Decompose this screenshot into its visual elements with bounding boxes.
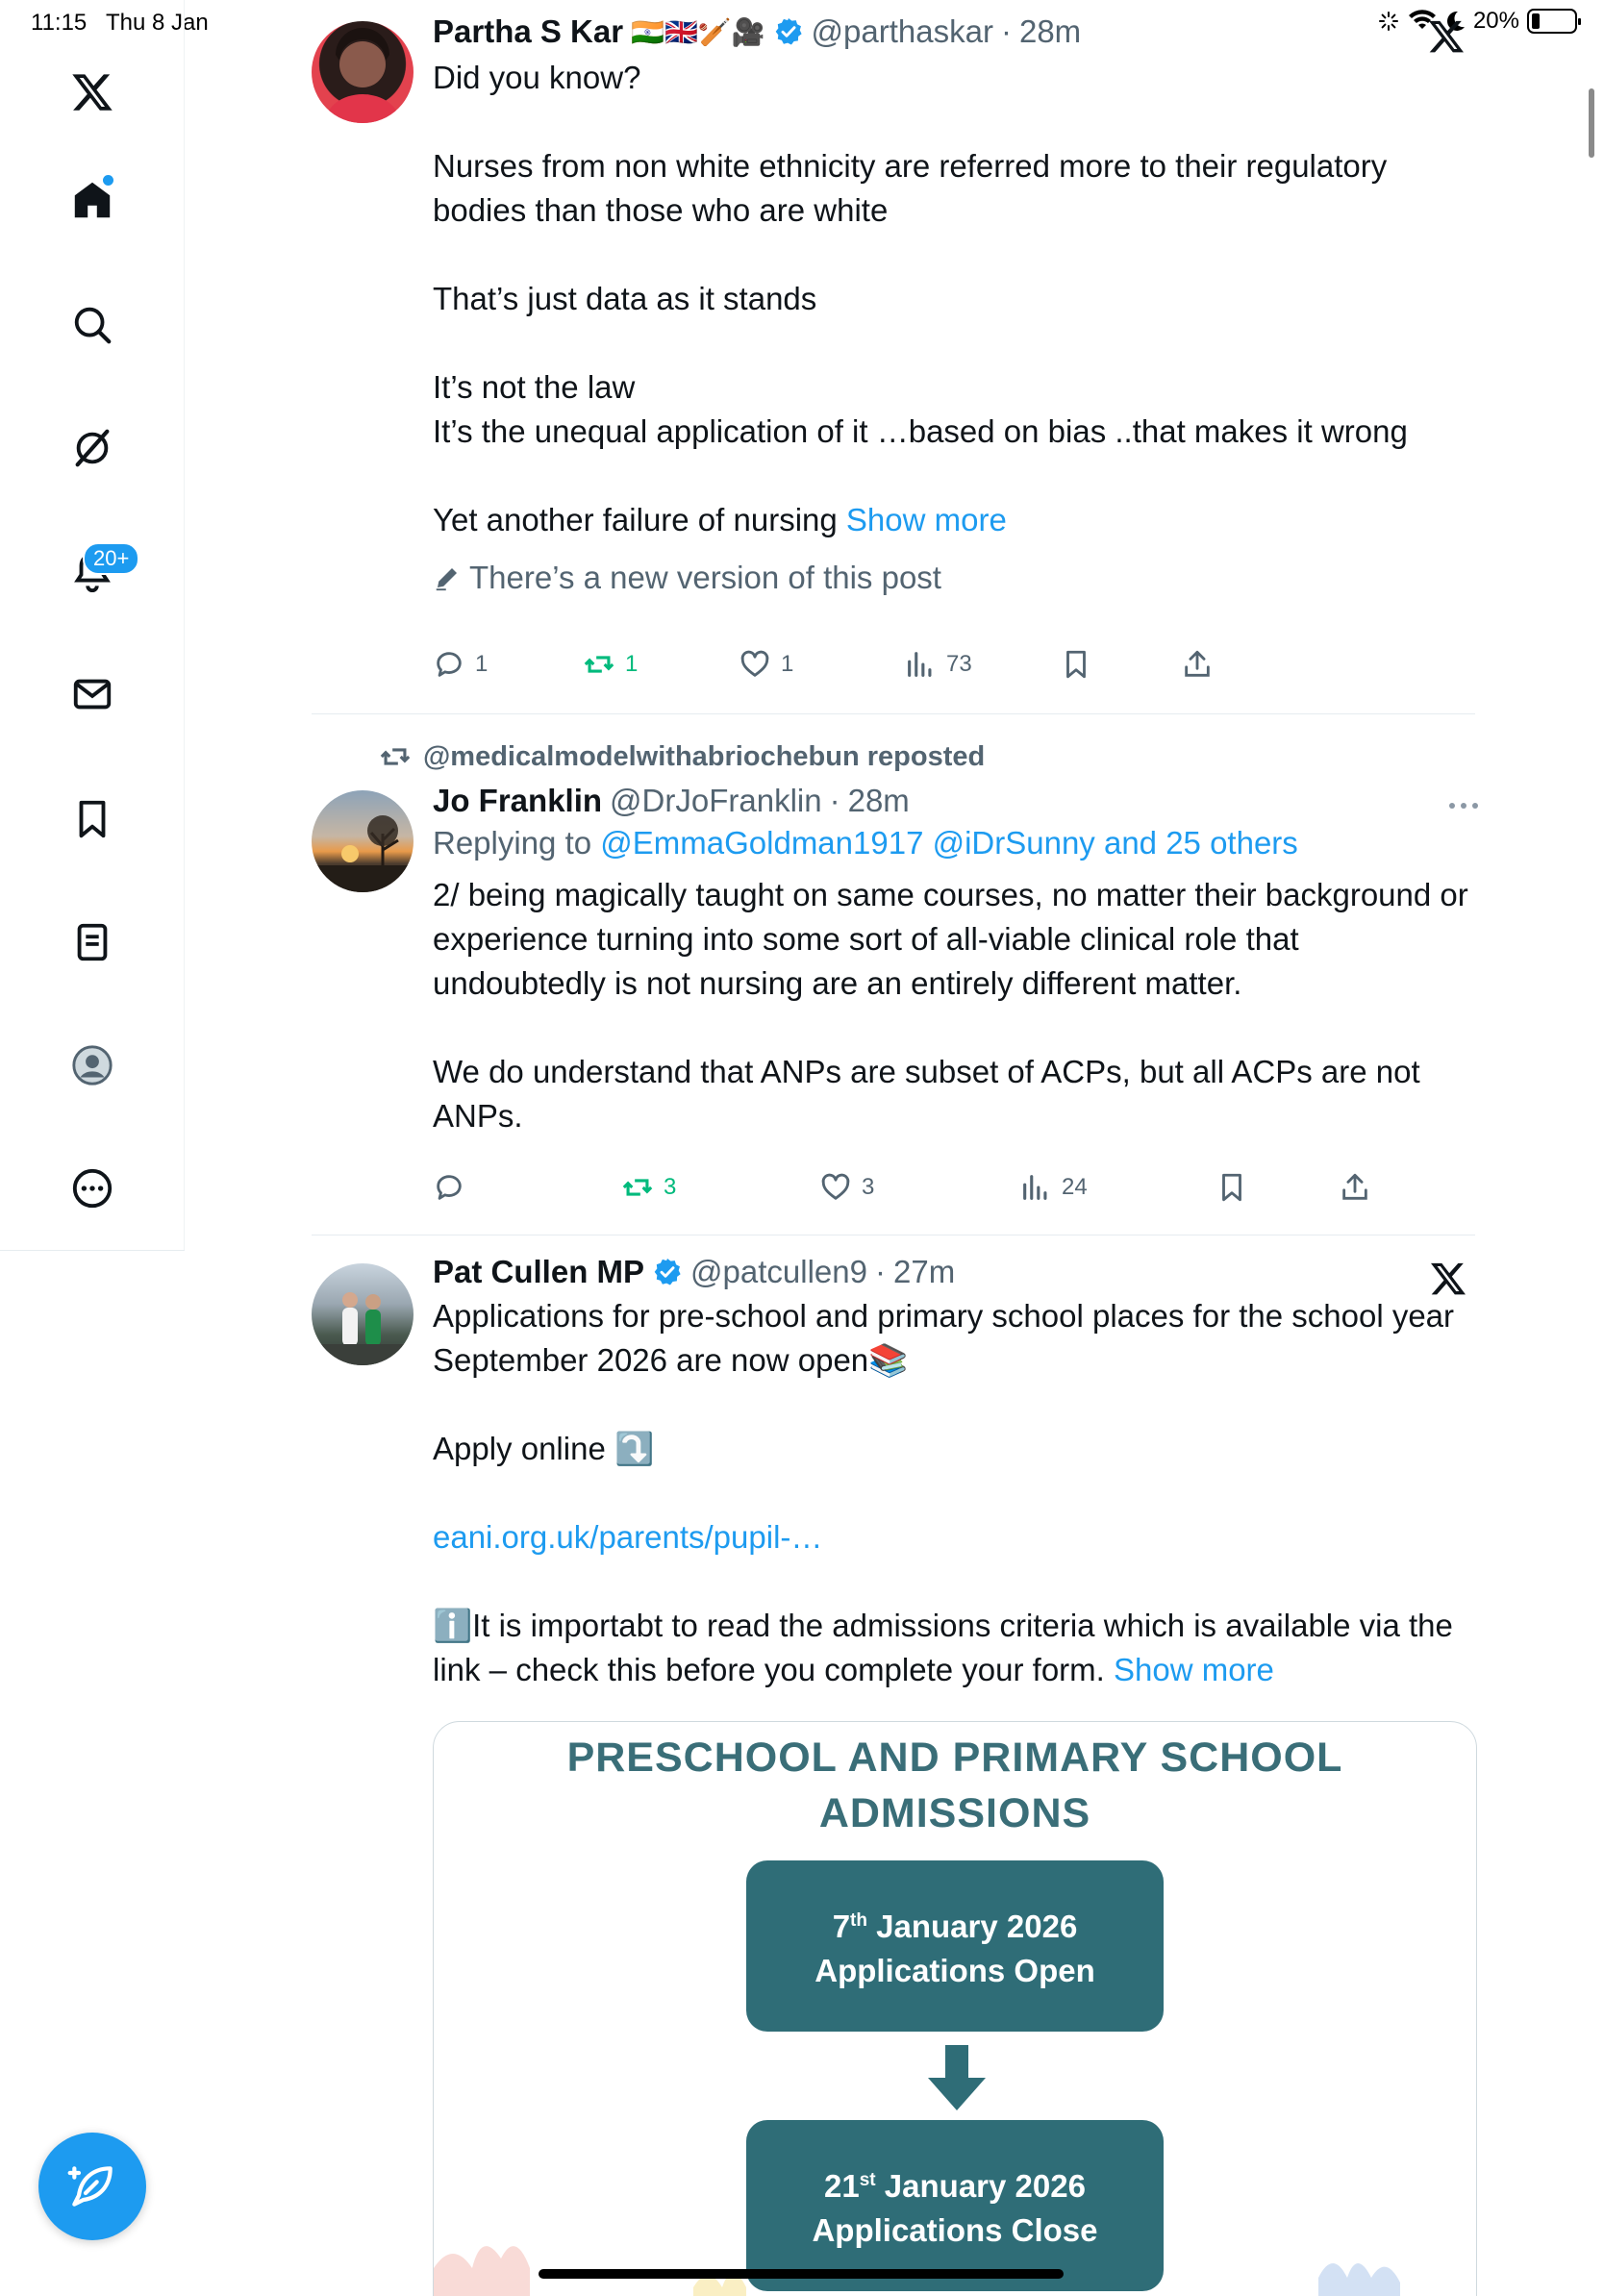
reply-button[interactable] — [433, 640, 488, 688]
reply-icon — [433, 1171, 465, 1204]
more-options-icon[interactable] — [1446, 800, 1481, 811]
media-image-card[interactable] — [433, 1721, 1477, 2296]
tweet-body-2: ℹ️It is importabt to read the admissions criteria which is available via the link – check this before you complete your form. — [433, 1608, 1453, 1687]
notifications-badge: 20+ — [83, 542, 139, 575]
home-icon[interactable] — [62, 169, 123, 231]
x-logo-icon[interactable] — [62, 62, 123, 123]
post-time[interactable]: 28m — [847, 783, 910, 818]
step1-suffix: th — [850, 1910, 867, 1931]
x-logo-icon — [1429, 1260, 1467, 1298]
repost-button[interactable] — [621, 1163, 676, 1211]
views-chart-icon — [904, 648, 937, 681]
heart-icon — [819, 1171, 852, 1204]
step2-label: Applications Close — [812, 2212, 1098, 2248]
search-icon[interactable] — [62, 294, 123, 356]
applications-open-box — [746, 1860, 1164, 2032]
more-options-icon[interactable] — [62, 1158, 123, 1219]
repost-small-icon — [379, 740, 412, 773]
lists-icon[interactable] — [62, 911, 123, 973]
repost-icon — [583, 648, 615, 681]
repost-header-text: @medicalmodelwithabriochebun reposted — [423, 740, 986, 772]
repost-button[interactable] — [583, 640, 638, 688]
timeline-feed — [185, 0, 1569, 2296]
step2-month-year: January 2026 — [875, 2168, 1086, 2204]
status-date: Thu 8 Jan — [106, 10, 209, 36]
tweet-body-1: Applications for pre-school and primary school places for the school year September 2026 are now open📚 Apply online ⤵️ — [433, 1298, 1455, 1466]
repost-icon — [621, 1171, 654, 1204]
tweet-partha[interactable] — [312, 0, 1475, 711]
reply-button[interactable] — [433, 1163, 475, 1211]
battery-percent: 20% — [1472, 8, 1519, 34]
sunset-tree-icon — [312, 790, 414, 892]
post-time[interactable]: 27m — [892, 1254, 956, 1289]
views-count: 24 — [1062, 1174, 1088, 1200]
like-button[interactable] — [739, 640, 793, 688]
verified-badge-icon — [652, 1257, 683, 1287]
step2-date — [746, 2159, 1164, 2209]
avatar-portrait-icon — [312, 21, 414, 123]
separator-dot: · — [829, 783, 840, 818]
author-name[interactable]: Partha S Kar — [433, 13, 624, 49]
bookmarks-icon[interactable] — [62, 788, 123, 850]
share-button[interactable] — [1181, 640, 1214, 688]
tweet-header — [433, 783, 1475, 819]
views-count: 73 — [946, 651, 972, 677]
replying-to — [433, 821, 1475, 865]
bookmark-button[interactable] — [1060, 640, 1092, 688]
author-name[interactable]: Pat Cullen MP — [433, 1254, 645, 1289]
external-link[interactable]: eani.org.uk/parents/pupil-… — [433, 1519, 823, 1555]
sidebar-divider — [0, 1250, 185, 1251]
tweet-header — [433, 13, 1475, 50]
edited-notice[interactable] — [433, 556, 1475, 600]
share-icon — [1339, 1171, 1371, 1204]
step1-day: 7 — [832, 1909, 851, 1944]
author-handle[interactable]: @patcullen9 — [690, 1254, 867, 1289]
replying-to-users[interactable]: @EmmaGoldman1917 @iDrSunny and 25 others — [600, 825, 1298, 861]
compose-feather-icon — [65, 2159, 119, 2213]
home-indicator-bar[interactable] — [539, 2269, 1064, 2279]
views-button[interactable] — [1019, 1163, 1088, 1211]
action-bar — [433, 1163, 1475, 1211]
tweet-text[interactable] — [433, 1294, 1475, 1692]
separator-dot: · — [1000, 13, 1012, 49]
repost-count: 1 — [625, 651, 639, 677]
pencil-icon — [433, 563, 462, 592]
avatar[interactable] — [312, 21, 414, 123]
share-icon — [1181, 648, 1214, 681]
views-button[interactable] — [904, 640, 972, 688]
card-title-line1: PRESCHOOL AND PRIMARY SCHOOL — [566, 1734, 1343, 1781]
reply-icon — [433, 648, 465, 681]
like-button[interactable] — [819, 1163, 874, 1211]
tweet-header — [433, 1254, 1475, 1290]
like-count: 1 — [781, 651, 794, 677]
name-emojis: 🇮🇳🇬🇧🏏🎥 — [631, 16, 765, 47]
separator-dot: · — [874, 1254, 886, 1289]
reply-count: 1 — [475, 651, 489, 677]
tweet-body: Did you know? Nurses from non white ethnicity are referred more to their regulatory bodies than those who are white That’s just data as it stands It’s not the law It’s the unequal application of it …based on bias ..that makes it wrong Yet another failure of nursing — [433, 60, 1408, 537]
home-unread-dot — [103, 175, 113, 186]
sidebar-nav — [0, 0, 185, 1250]
arrow-down-icon — [926, 2045, 988, 2112]
share-button[interactable] — [1339, 1163, 1371, 1211]
profile-avatar-icon[interactable] — [62, 1035, 123, 1096]
show-more-link[interactable]: Show more — [845, 502, 1007, 537]
applications-close-box — [746, 2120, 1164, 2291]
messages-mail-icon[interactable] — [62, 663, 123, 725]
step2-suffix: st — [859, 2170, 876, 2190]
author-handle[interactable]: @parthaskar — [811, 13, 993, 49]
step2-day: 21 — [824, 2168, 860, 2204]
heart-icon — [739, 648, 771, 681]
bookmark-icon — [1060, 648, 1092, 681]
grok-icon[interactable] — [62, 417, 123, 479]
tweet-divider — [312, 713, 1475, 714]
step1-month-year: January 2026 — [866, 1909, 1078, 1944]
status-time: 11:15 — [31, 10, 88, 36]
avatar[interactable] — [312, 1263, 414, 1365]
avatar-people-icon — [312, 1263, 414, 1365]
tweet-jo-franklin[interactable] — [312, 740, 1475, 1231]
edited-notice-text: There’s a new version of this post — [469, 560, 941, 595]
bookmark-button[interactable] — [1216, 1163, 1248, 1211]
repost-header[interactable] — [379, 740, 985, 773]
repost-count: 3 — [664, 1174, 677, 1200]
replying-to-prefix: Replying to — [433, 825, 601, 861]
tweet-text[interactable] — [433, 56, 1475, 542]
x-logo-icon — [1427, 17, 1466, 56]
scroll-indicator[interactable] — [1589, 88, 1594, 158]
action-bar — [433, 640, 1475, 688]
views-chart-icon — [1019, 1171, 1052, 1204]
step1-label: Applications Open — [815, 1953, 1095, 1988]
verified-badge-icon — [773, 16, 804, 47]
show-more-link[interactable]: Show more — [1114, 1652, 1274, 1687]
card-title-line2: ADMISSIONS — [818, 1790, 1091, 1836]
tweet-text[interactable]: 2/ being magically taught on same courses, no matter their background or experience turning into some sort of all-viable clinical role that undoubtedly is not nursing are an entirely different matter. We do understand that ANPs are subset of ACPs, but all ACPs are not ANPs. — [433, 877, 1468, 1134]
step1-date — [746, 1899, 1164, 1949]
post-time[interactable]: 28m — [1018, 13, 1082, 49]
author-name[interactable]: Jo Franklin — [433, 783, 603, 818]
avatar[interactable] — [312, 790, 414, 892]
tweet-pat-cullen[interactable] — [312, 1254, 1475, 2296]
author-handle[interactable]: @DrJoFranklin — [610, 783, 822, 818]
like-count: 3 — [862, 1174, 875, 1200]
bookmark-icon — [1216, 1171, 1248, 1204]
compose-post-button[interactable] — [38, 2133, 146, 2240]
